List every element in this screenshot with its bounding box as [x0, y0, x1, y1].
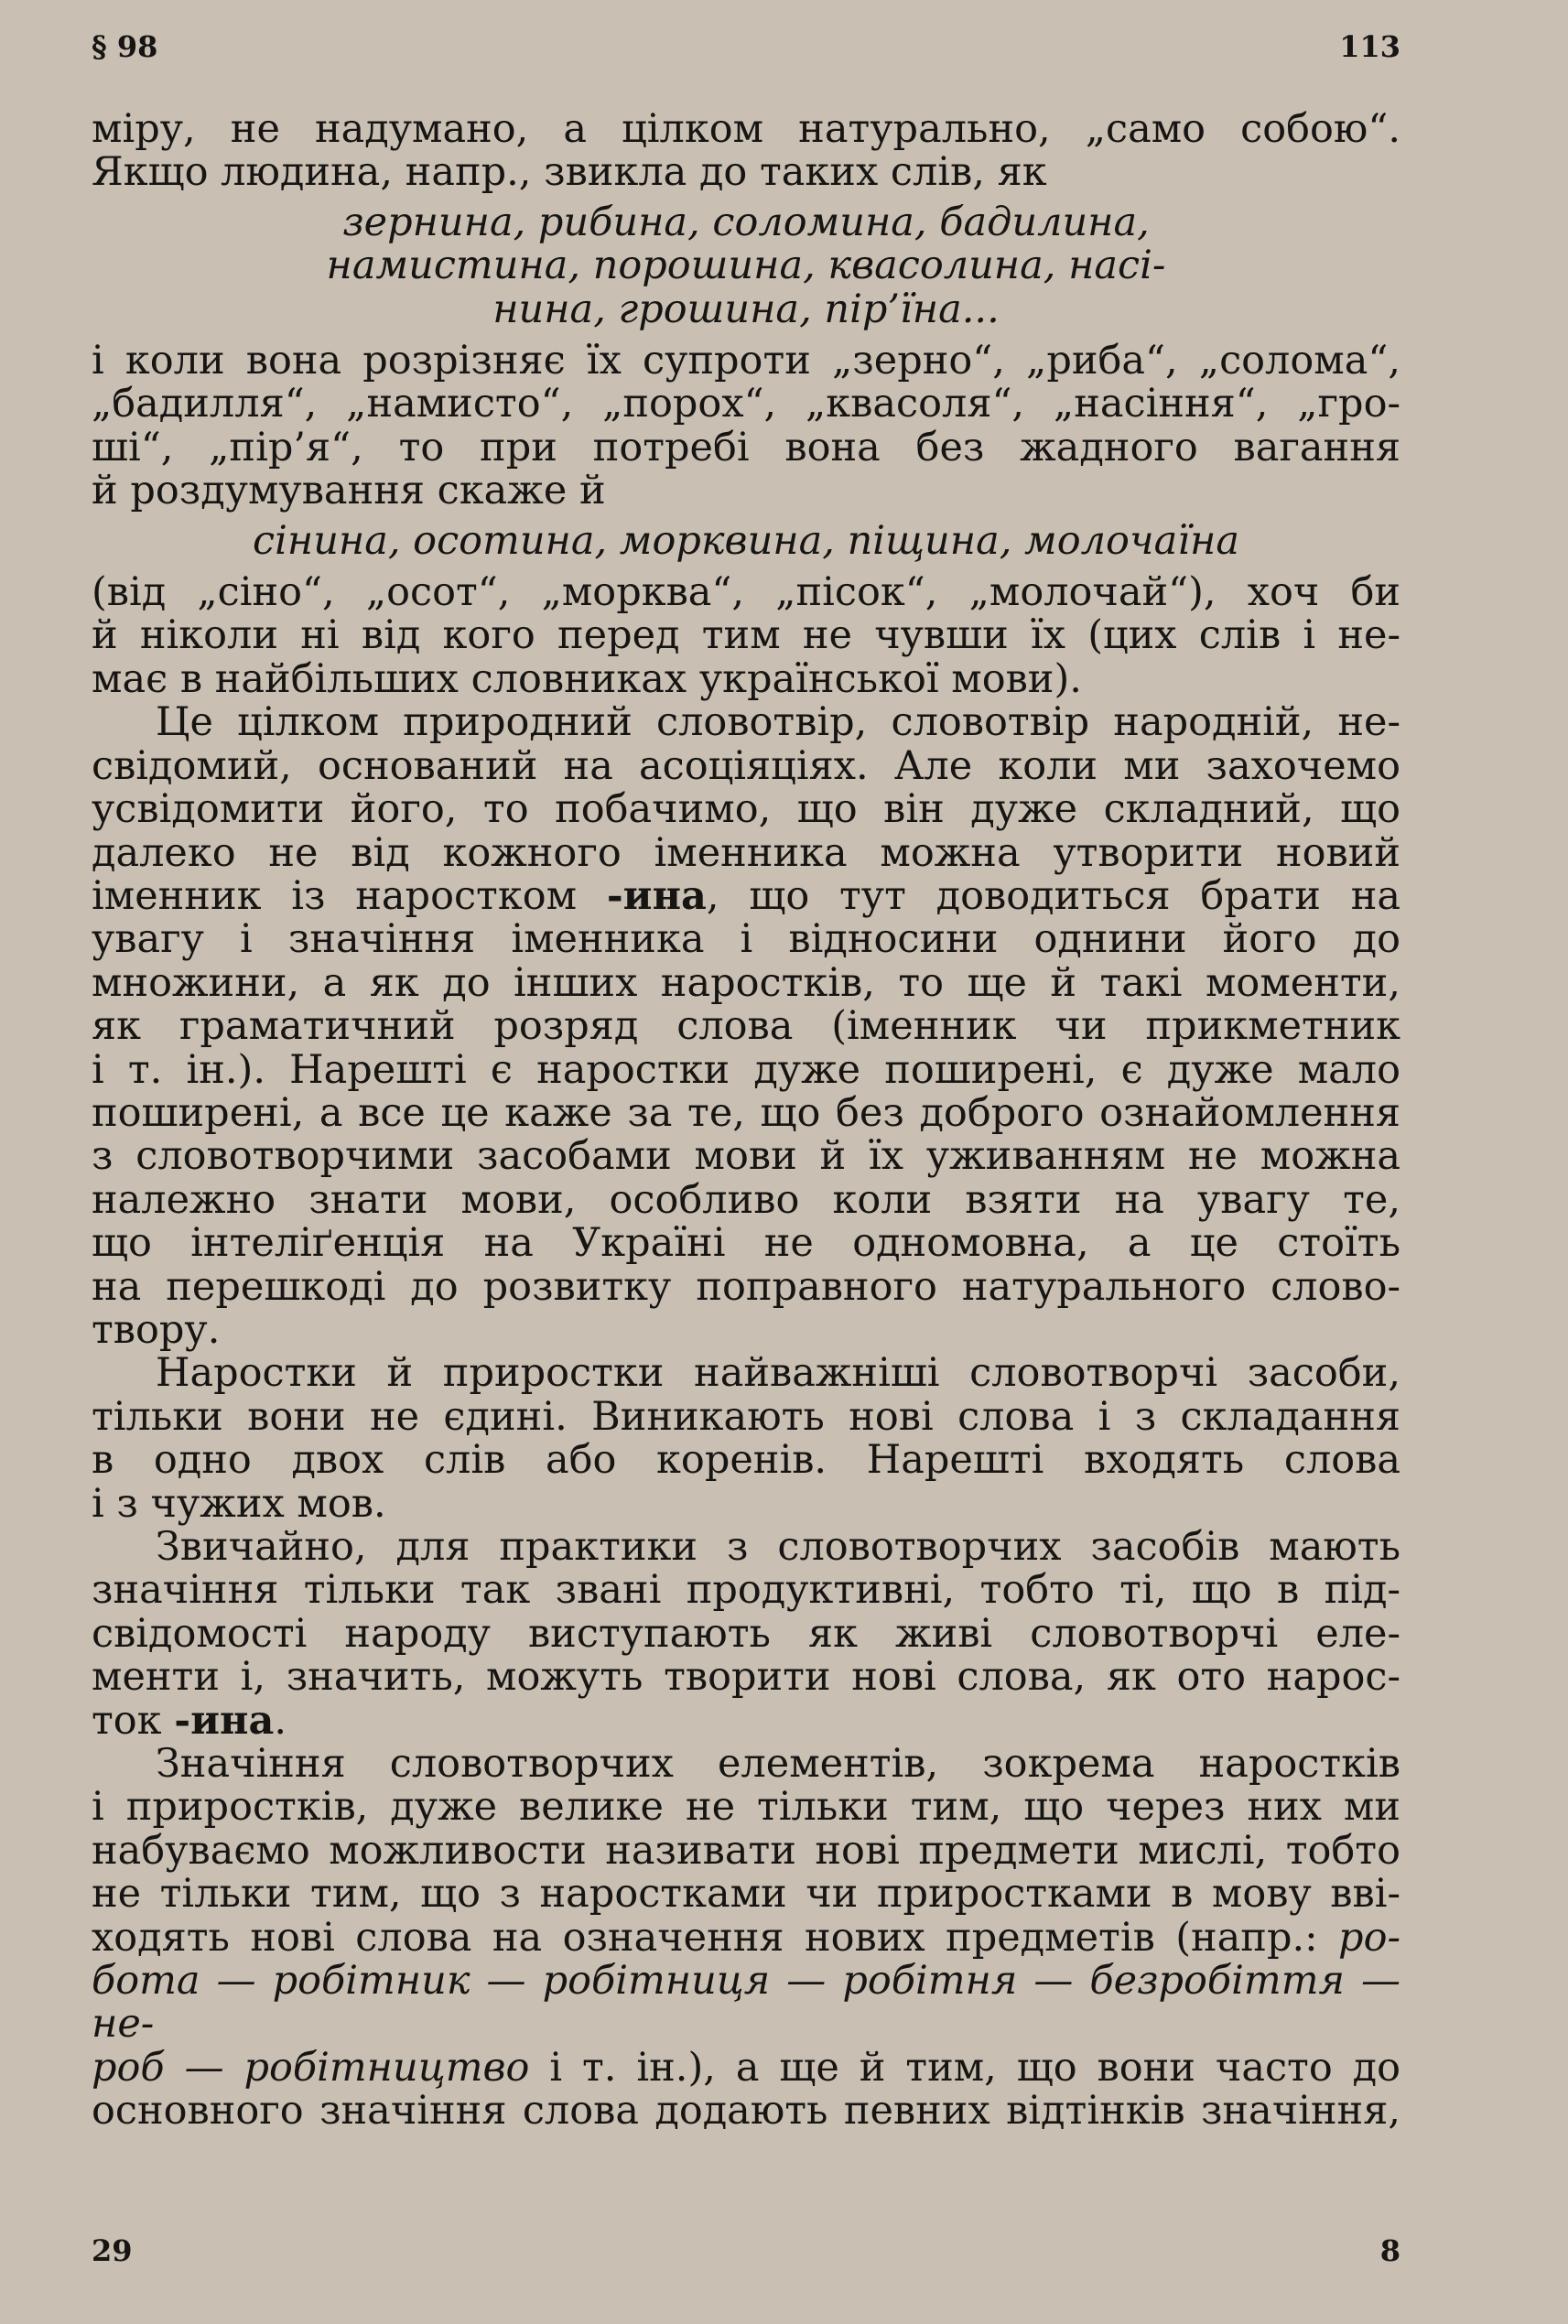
section-number: § 98: [92, 29, 158, 64]
line: [92, 1960, 1400, 2047]
line: тільки вони не єдині. Виникають нові слова і з складання: [92, 1393, 1400, 1440]
line: Звичайно, для практики з словотворчих засобів мають: [156, 1524, 1400, 1570]
line: множини, а як до інших наростків, то ще й такі моменти,: [92, 959, 1400, 1006]
line: [92, 1697, 1400, 1744]
line: „бадилля“, „намисто“, „порох“, „квасоля“, „насіння“, „гро-: [92, 381, 1400, 427]
line: Значіння словотворчих елементів, зокрема наростків: [156, 1741, 1400, 1788]
line: сінина, осотина, морквина, піщина, молочаїна: [253, 517, 1239, 564]
text-run: ходять нові слова на означення нових предметів (напр.:: [92, 1914, 1339, 1961]
running-head: [92, 29, 1400, 75]
line: свідомості народу виступають як живі словотворчі еле-: [92, 1610, 1400, 1657]
line: [92, 1914, 1400, 1961]
example-words: роб — робітництво: [92, 2044, 530, 2091]
example-word: ро-: [1338, 1914, 1400, 1961]
page-number: 113: [1339, 29, 1400, 64]
example-block: [92, 201, 1400, 331]
signature-mark: 29: [92, 2233, 133, 2268]
line: й ніколи ні від кого перед тим не чувши їх (цих слів і не-: [92, 612, 1400, 659]
line: належно знати мови, особливо коли взяти на увагу те,: [92, 1176, 1400, 1223]
example-words: бота — робітник — робітниця — робітня — безробіття — не-: [92, 1958, 1400, 2048]
line: має в найбільших словниках української мови).: [92, 655, 1082, 702]
line: на перешкоді до розвитку поправного натурального слово-: [92, 1263, 1400, 1310]
text-run: іменник із наростком: [92, 872, 607, 919]
line: ші“, „пір’я“, то при потребі вона без жадного вагання: [92, 424, 1400, 470]
line: як граматичний розряд слова (іменник чи прикметник: [92, 1003, 1400, 1050]
line: і коли вона розрізняє їх супроти „зерно“, „риба“, „солома“,: [92, 338, 1400, 384]
line: Якщо людина, напр., звикла до таких слів, як: [92, 149, 1047, 196]
line: з словотворчими засобами мови й їх уживанням не можна: [92, 1133, 1400, 1180]
line: [92, 2044, 1400, 2091]
line: набуваємо можливости називати нові предмети мислі, тобто: [92, 1827, 1400, 1874]
text-run: ток: [92, 1697, 175, 1744]
line: Це цілком природний словотвір, словотвір народній, не-: [156, 699, 1400, 746]
body-text: [92, 108, 1400, 2134]
line: нина, грошина, пір’їна...: [492, 286, 1000, 332]
line: в одно двох слів або коренів. Нарешті входять слова: [92, 1437, 1400, 1484]
line: усвідомити його, то побачимо, що він дуже складний, що: [92, 786, 1400, 833]
line: міру, не надумано, а цілком натурально, „само собою“.: [92, 106, 1400, 152]
line: поширені, а все це каже за те, що без доброго ознайомлення: [92, 1089, 1400, 1136]
text-run: і т. ін.), а ще й тим, що вони часто до: [529, 2044, 1400, 2091]
line: (від „сіно“, „осот“, „морква“, „пісок“, „молочай“), хоч би: [92, 569, 1400, 616]
line: основного значіння слова додають певних відтінків значіння,: [92, 2088, 1400, 2135]
line: менти і, значить, можуть творити нові слова, як ото нарос-: [92, 1654, 1400, 1701]
page-footer: [92, 2233, 1400, 2279]
text-run: , що тут доводиться брати на: [706, 872, 1400, 919]
line: далеко не від кожного іменника можна утворити новий: [92, 829, 1400, 876]
line: [92, 872, 1400, 919]
line: і т. ін.). Нарешті є наростки дуже поширені, є дуже мало: [92, 1046, 1400, 1093]
suffix-term: -ина: [174, 1697, 275, 1744]
line: не тільки тим, що з наростками чи приростками в мову вві-: [92, 1871, 1400, 1918]
line: значіння тільки так звані продуктивні, тобто ті, що в під-: [92, 1567, 1400, 1614]
line: і приростків, дуже велике не тільки тим, що через них ми: [92, 1784, 1400, 1831]
line: намистина, порошина, квасолина, насі-: [326, 243, 1166, 289]
line: твору.: [92, 1306, 221, 1353]
line: й роздумування скаже й: [92, 468, 606, 514]
line: і з чужих мов.: [92, 1480, 386, 1527]
suffix-term: -ина: [606, 872, 707, 919]
line: зернина, рибина, соломина, бадилина,: [342, 199, 1150, 245]
line: увагу і значіння іменника і відносини однини його до: [92, 916, 1400, 963]
line: що інтеліґенція на Україні не одномовна, а це стоїть: [92, 1220, 1400, 1267]
line: Наростки й приростки найважніші словотворчі засоби,: [156, 1350, 1400, 1397]
sheet-mark: 8: [1379, 2233, 1400, 2268]
line: свідомий, оснований на асоціяціях. Але коли ми захочемо: [92, 742, 1400, 789]
example-block: [92, 517, 1400, 564]
text-run: .: [274, 1697, 287, 1744]
